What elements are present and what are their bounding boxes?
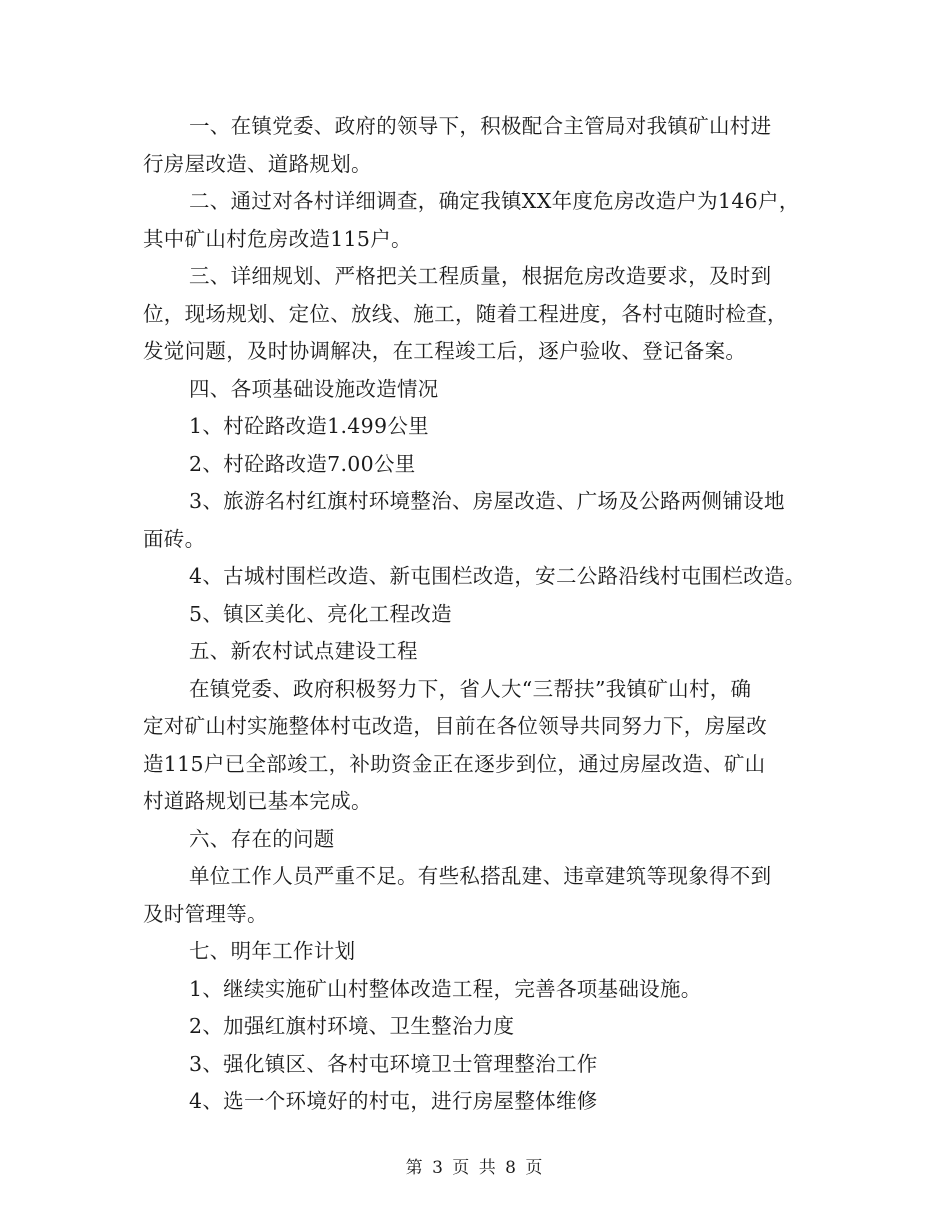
paragraph bbox=[143, 258, 823, 371]
paragraph-line: 七、明年工作计划 bbox=[189, 939, 356, 963]
paragraph-line: 单位工作人员严重不足。有些私搭乱建、违章建筑等现象得不到 bbox=[189, 864, 772, 888]
paragraph bbox=[143, 633, 823, 671]
paragraph bbox=[143, 596, 823, 634]
paragraph-line: 二、通过对各村详细调查，确定我镇XX年度危房改造户为146户， bbox=[189, 189, 800, 213]
paragraph bbox=[143, 183, 823, 258]
paragraph-line: 定对矿山村实施整体村屯改造，目前在各位领导共同努力下，房屋改 bbox=[143, 714, 767, 738]
paragraph bbox=[143, 971, 823, 1009]
paragraph bbox=[143, 558, 823, 596]
paragraph-line: 六、存在的问题 bbox=[189, 826, 335, 851]
paragraph-line: 5、镇区美化、亮化工程改造 bbox=[189, 601, 452, 626]
paragraph-line: 3、旅游名村红旗村环境整治、房屋改造、广场及公路两侧铺设地 bbox=[189, 489, 785, 513]
paragraph bbox=[143, 408, 823, 446]
paragraph-line: 三、详细规划、严格把关工程质量，根据危房改造要求，及时到 bbox=[189, 264, 772, 288]
paragraph bbox=[143, 933, 823, 971]
paragraph bbox=[143, 1083, 823, 1121]
paragraph-line: 五、新农村试点建设工程 bbox=[189, 639, 418, 663]
paragraph-line: 在镇党委、政府积极努力下，省人大“三帮扶”我镇矿山村，确 bbox=[189, 676, 752, 701]
paragraph bbox=[143, 821, 823, 859]
paragraph bbox=[143, 371, 823, 409]
document-body bbox=[143, 108, 823, 1121]
paragraph-line: 村道路规划已基本完成。 bbox=[143, 789, 372, 813]
paragraph-line: 面砖。 bbox=[143, 526, 206, 551]
paragraph-line: 发觉问题，及时协调解决，在工程竣工后，逐户验收、登记备案。 bbox=[143, 339, 747, 363]
paragraph-line: 4、古城村围栏改造、新屯围栏改造，安二公路沿线村屯围栏改造。 bbox=[189, 564, 806, 588]
paragraph-line: 4、选一个环境好的村屯，进行房屋整体维修 bbox=[189, 1089, 598, 1113]
paragraph bbox=[143, 108, 823, 183]
paragraph bbox=[143, 858, 823, 933]
paragraph-line: 2、村砼路改造7.00公里 bbox=[189, 451, 416, 476]
paragraph-line: 其中矿山村危房改造115户。 bbox=[143, 226, 412, 251]
paragraph-line: 及时管理等。 bbox=[143, 901, 268, 926]
paragraph-line: 2、加强红旗村环境、卫生整治力度 bbox=[189, 1014, 515, 1038]
paragraph-line: 一、在镇党委、政府的领导下，积极配合主管局对我镇矿山村进 bbox=[189, 114, 772, 138]
paragraph-line: 1、村砼路改造1.499公里 bbox=[189, 414, 429, 438]
paragraph-line: 3、强化镇区、各村屯环境卫士管理整治工作 bbox=[189, 1051, 598, 1076]
page-footer: 第 3 页 共 8 页 bbox=[405, 1158, 545, 1178]
paragraph bbox=[143, 671, 823, 821]
paragraph bbox=[143, 1046, 823, 1084]
paragraph-line: 四、各项基础设施改造情况 bbox=[189, 376, 439, 401]
paragraph bbox=[143, 1008, 823, 1046]
paragraph-line: 行房屋改造、道路规划。 bbox=[143, 151, 372, 176]
paragraph bbox=[143, 483, 823, 558]
paragraph-line: 位，现场规划、定位、放线、施工，随着工程进度，各村屯随时检查， bbox=[143, 301, 788, 326]
paragraph-line: 1、继续实施矿山村整体改造工程，完善各项基础设施。 bbox=[189, 976, 702, 1001]
paragraph-line: 造115户已全部竣工，补助资金正在逐步到位，通过房屋改造、矿山 bbox=[143, 751, 766, 776]
paragraph bbox=[143, 446, 823, 484]
